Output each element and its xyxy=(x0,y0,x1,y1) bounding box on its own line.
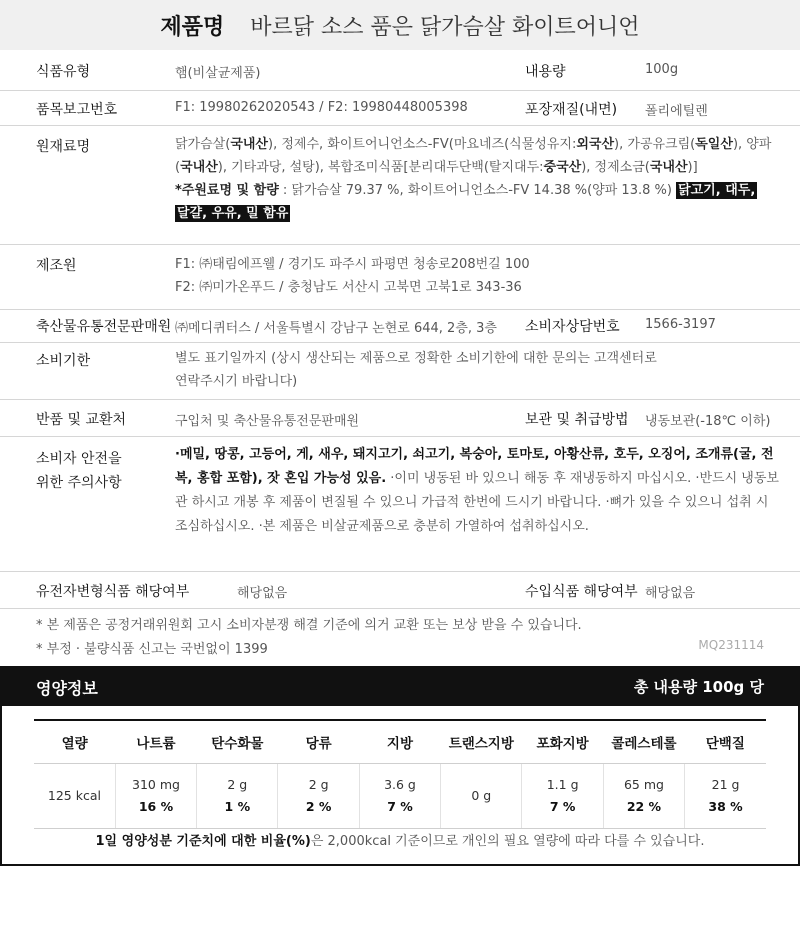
nutrition-value-row xyxy=(34,764,766,829)
allergen-badge: 닭고기, 대두, xyxy=(678,183,756,198)
header-saturated-fat: 포화지방 xyxy=(522,720,603,764)
consult-value: 1566-3197 xyxy=(645,317,716,332)
safety-handling-notes: ·이미 냉동된 바 있으니 해동 후 재냉동하지 마십시오. ·반드시 냉동보관 하시고 개봉 후 제품이 변질될 수 있으니 가급적 한번에 드시기 바랍니다. ·뼈가 있을 수 있으니 섭취 시 조심하십시오. ·본 제품은 비살균제품으로 충분히 가열하여 섭취하십시오. xyxy=(175,471,779,534)
nutrition-table xyxy=(34,719,766,829)
manufacturer-line-1: F1: ㈜태림에프웰 / 경기도 파주시 파평면 청송로208번길 100 xyxy=(175,257,530,272)
volume-label: 내용량 xyxy=(525,64,566,80)
row-manufacturer xyxy=(0,245,800,310)
manufacturer-label: 제조원 xyxy=(36,258,77,274)
safety-label-line-1: 소비자 안전을 xyxy=(36,451,122,467)
food-type-value: 햄(비살균제품) xyxy=(175,66,261,81)
header-fat: 지방 xyxy=(359,720,440,764)
storage-label: 보관 및 취급방법 xyxy=(525,412,629,428)
header-cholesterol: 콜레스테롤 xyxy=(603,720,684,764)
product-name: 바르닭 소스 품은 닭가슴살 화이트어니언 xyxy=(250,14,640,40)
header-calories: 열량 xyxy=(34,720,115,764)
seller-value: ㈜메디퀴터스 / 서울특별시 강남구 논현로 644, 2층, 3층 xyxy=(175,321,497,336)
return-label: 반품 및 교환처 xyxy=(36,412,127,428)
allergen-badge-continued: 달걀, 우유, 밀 함유 xyxy=(177,206,289,221)
carbohydrate-percent: 1 % xyxy=(224,799,251,814)
gmo-value: 해당없음 xyxy=(237,586,288,601)
trans-fat-cell xyxy=(441,764,522,829)
volume-value: 100g xyxy=(645,62,679,77)
cholesterol-amount: 65 mg xyxy=(623,777,664,792)
imported-label: 수입식품 해당여부 xyxy=(525,584,638,600)
packaging-label: 포장재질(내면) xyxy=(525,102,618,118)
carbohydrate-cell xyxy=(197,764,278,829)
protein-amount: 21 g xyxy=(711,777,740,792)
gmo-label: 유전자변형식품 해당여부 xyxy=(36,584,190,600)
nutrition-title: 영양정보 xyxy=(36,679,98,698)
sodium-amount: 310 mg xyxy=(132,777,180,792)
fat-cell xyxy=(359,764,440,829)
main-ingredient-label: *주원료명 및 함량 xyxy=(175,183,279,198)
sugars-percent: 2 % xyxy=(305,799,332,814)
safety-text xyxy=(175,443,780,539)
sodium-percent: 16 % xyxy=(138,799,174,814)
exchange-notice: * 본 제품은 공정거래위원회 고시 소비자분쟁 해결 기준에 의거 교환 또는 보상 받을 수 있습니다. xyxy=(36,618,582,633)
expiry-line-2: 연락주시기 바랍니다) xyxy=(175,374,298,389)
imported-value: 해당없음 xyxy=(645,586,696,601)
cholesterol-percent: 22 % xyxy=(626,799,662,814)
carbohydrate-amount: 2 g xyxy=(227,777,248,792)
product-title-bar xyxy=(0,0,800,50)
safety-allergy-warning: ·메밀, 땅콩, 고등어, 게, 새우, 돼지고기, 쇠고기, 복숭아, 토마토, 아황산류, 호두, 오징어, 조개류(굴, 전복, 홍합 포함), 잣 혼입 가능성 있음. xyxy=(175,447,774,486)
header-trans-fat: 트랜스지방 xyxy=(441,720,522,764)
nutrition-header xyxy=(0,666,800,706)
main-ingredient-value: : 닭가슴살 79.37 %, 화이트어니언소스-FV 14.38 %(양파 13.8 %) xyxy=(278,183,672,198)
safety-label-line-2: 위한 주의사항 xyxy=(36,475,122,491)
nutrition-basis: 총 내용량 100g 당 xyxy=(633,678,764,696)
nutrition-header-row xyxy=(34,720,766,764)
header-protein: 단백질 xyxy=(685,720,766,764)
footnote-rest: 은 2,000kcal 기준이므로 개인의 필요 열량에 따라 다를 수 있습니다. xyxy=(310,834,705,849)
calories-value: 125 kcal xyxy=(34,764,115,829)
row-seller xyxy=(0,310,800,343)
footnote-emphasis: 1일 영양성분 기준치에 대한 비율(%) xyxy=(95,834,311,849)
fat-amount: 3.6 g xyxy=(384,777,416,792)
storage-value: 냉동보관(-18℃ 이하) xyxy=(645,414,771,429)
header-sugars: 당류 xyxy=(278,720,359,764)
return-value: 구입처 및 축산물유통전문판매원 xyxy=(175,414,360,429)
product-code: MQ231114 xyxy=(698,638,764,652)
food-type-label: 식품유형 xyxy=(36,64,91,80)
ingredients-text: 닭가슴살(국내산), 정제수, 화이트어니언소스-FV(마요네즈(식물성유지:외국산), 가공유크림(독일산), 양파(국내산), 기타과당, 설탕), 복합조미식품[분리대두단백(탈지대두:중국산), 정제소금(국내산)] *주원료명 및 함량 : 닭가슴살 79.37 %, 화이트어니언소스-FV 14.38 %(양파 13.8 %) 닭고기, 대두, 달걀, 우유, 밀 함유 xyxy=(175,137,772,221)
report-number-label: 품목보고번호 xyxy=(36,102,118,118)
nutrition-footnote xyxy=(0,830,800,849)
packaging-value: 폴리에틸렌 xyxy=(645,104,708,119)
saturated-fat-percent: 7 % xyxy=(549,799,576,814)
row-expiry xyxy=(0,343,800,400)
consult-label: 소비자상담번호 xyxy=(525,319,620,335)
seller-label: 축산물유통전문판매원 xyxy=(36,319,172,335)
sodium-cell xyxy=(115,764,196,829)
header-sodium: 나트륨 xyxy=(115,720,196,764)
saturated-fat-cell xyxy=(522,764,603,829)
row-ingredients xyxy=(0,126,800,245)
row-gmo xyxy=(0,572,800,609)
header-carbohydrate: 탄수화물 xyxy=(197,720,278,764)
sugars-amount: 2 g xyxy=(308,777,329,792)
row-safety xyxy=(0,437,800,572)
row-return xyxy=(0,400,800,437)
legal-notes xyxy=(36,614,582,662)
protein-percent: 38 % xyxy=(708,799,743,814)
row-food-type xyxy=(0,50,800,91)
product-name-label: 제품명 xyxy=(160,14,225,40)
expiry-label: 소비기한 xyxy=(36,353,91,369)
sugars-cell xyxy=(278,764,359,829)
trans-fat-amount: 0 g xyxy=(471,788,492,803)
saturated-fat-amount: 1.1 g xyxy=(546,777,579,792)
report-hotline-notice: * 부정 · 불량식품 신고는 국번없이 1399 xyxy=(36,642,268,657)
manufacturer-line-2: F2: ㈜미가온푸드 / 충청남도 서산시 고북면 고북1로 343-36 xyxy=(175,280,522,295)
ingredients-label: 원재료명 xyxy=(36,139,91,155)
protein-cell xyxy=(685,764,766,829)
report-number-value: F1: 19980262020543 / F2: 19980448005398 xyxy=(175,100,468,115)
fat-percent: 7 % xyxy=(387,799,413,814)
expiry-line-1: 별도 표기일까지 (상시 생산되는 제품으로 정확한 소비기한에 대한 문의는 고객센터로 xyxy=(175,351,657,366)
cholesterol-cell xyxy=(603,764,684,829)
row-report-number xyxy=(0,91,800,126)
